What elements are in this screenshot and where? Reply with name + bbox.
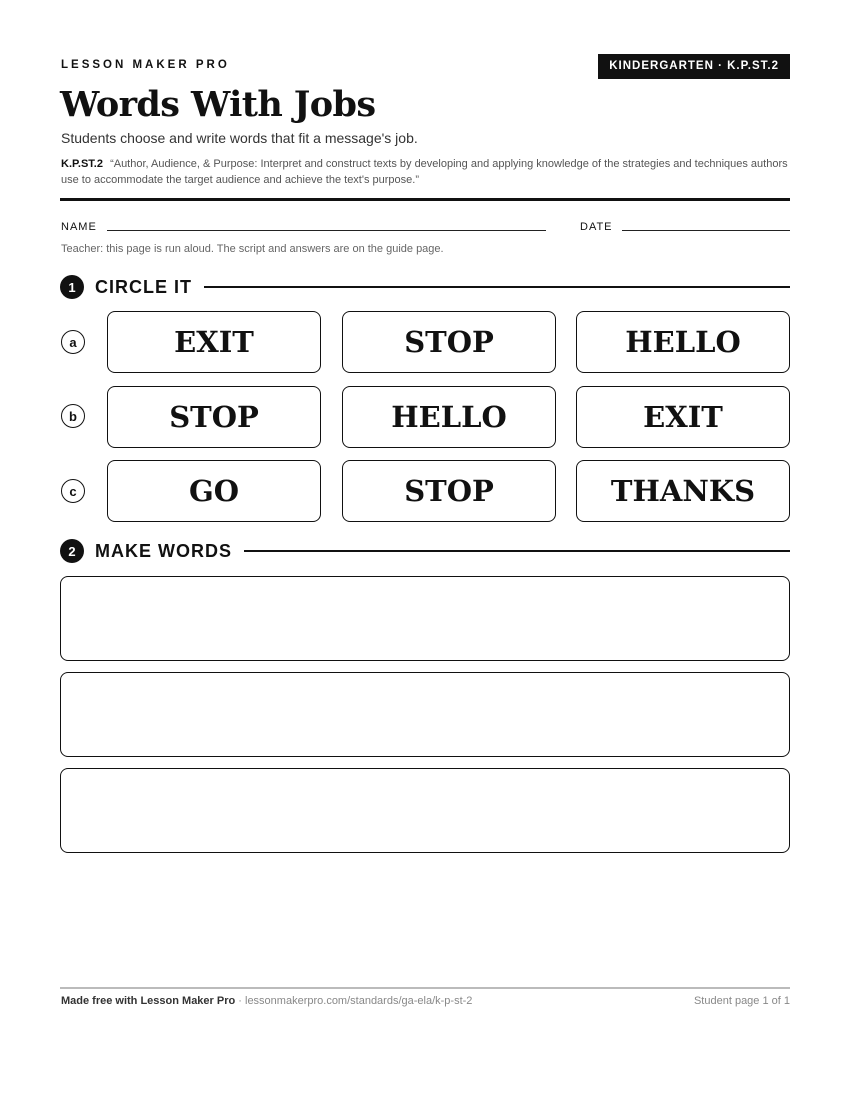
word-choice[interactable]: STOP	[107, 386, 321, 448]
footer-made-with: Made free with Lesson Maker Pro	[61, 995, 236, 1007]
section-number: 1	[60, 275, 84, 299]
page-subtitle: Students choose and write words that fit a message's job.	[61, 130, 418, 146]
word-choice[interactable]: STOP	[342, 460, 556, 522]
word-choice[interactable]: HELLO	[576, 311, 790, 373]
row-letter-a: a	[61, 330, 85, 354]
page-title: Words With Jobs	[60, 84, 376, 125]
header-divider	[60, 198, 790, 201]
teacher-note: Teacher: this page is run aloud. The script and answers are on the guide page.	[61, 243, 444, 255]
writing-box-3[interactable]	[60, 768, 790, 853]
row-letter-b: b	[61, 404, 85, 428]
word-choice[interactable]: EXIT	[107, 311, 321, 373]
name-field[interactable]	[107, 230, 546, 231]
standard-description	[61, 156, 791, 188]
name-label: NAME	[61, 221, 97, 233]
date-field[interactable]	[622, 230, 790, 231]
word-choice[interactable]: HELLO	[342, 386, 556, 448]
footer-credit	[61, 995, 472, 1007]
footer-separator: ·	[235, 995, 245, 1007]
writing-box-2[interactable]	[60, 672, 790, 757]
date-label: DATE	[580, 221, 613, 233]
section-title: CIRCLE IT	[95, 276, 192, 297]
standard-text: “Author, Audience, & Purpose: Interpret and construct texts by developing and applying knowledge of the strategies and techniques authors use to accommodate the target audience and achieve the text's purpose.”	[61, 158, 788, 186]
word-choice[interactable]: EXIT	[576, 386, 790, 448]
section-number: 2	[60, 539, 84, 563]
brand-name: LESSON MAKER PRO	[61, 59, 230, 71]
standard-code: K.P.ST.2	[61, 158, 103, 170]
word-choice[interactable]: STOP	[342, 311, 556, 373]
footer-page-label: Student page 1 of 1	[693, 995, 790, 1007]
section-make-words-header	[60, 538, 790, 564]
grade-badge: KINDERGARTEN · K.P.ST.2	[598, 54, 790, 79]
footer-divider	[60, 987, 790, 989]
writing-box-1[interactable]	[60, 576, 790, 661]
section-circle-it-header	[60, 274, 790, 300]
section-rule	[244, 550, 790, 552]
section-rule	[204, 286, 790, 288]
row-letter-c: c	[61, 479, 85, 503]
section-title: MAKE WORDS	[95, 540, 232, 561]
footer-url[interactable]: lessonmakerpro.com/standards/ga-ela/k-p-st-2	[245, 995, 473, 1007]
word-choice[interactable]: THANKS	[576, 460, 790, 522]
word-choice[interactable]: GO	[107, 460, 321, 522]
